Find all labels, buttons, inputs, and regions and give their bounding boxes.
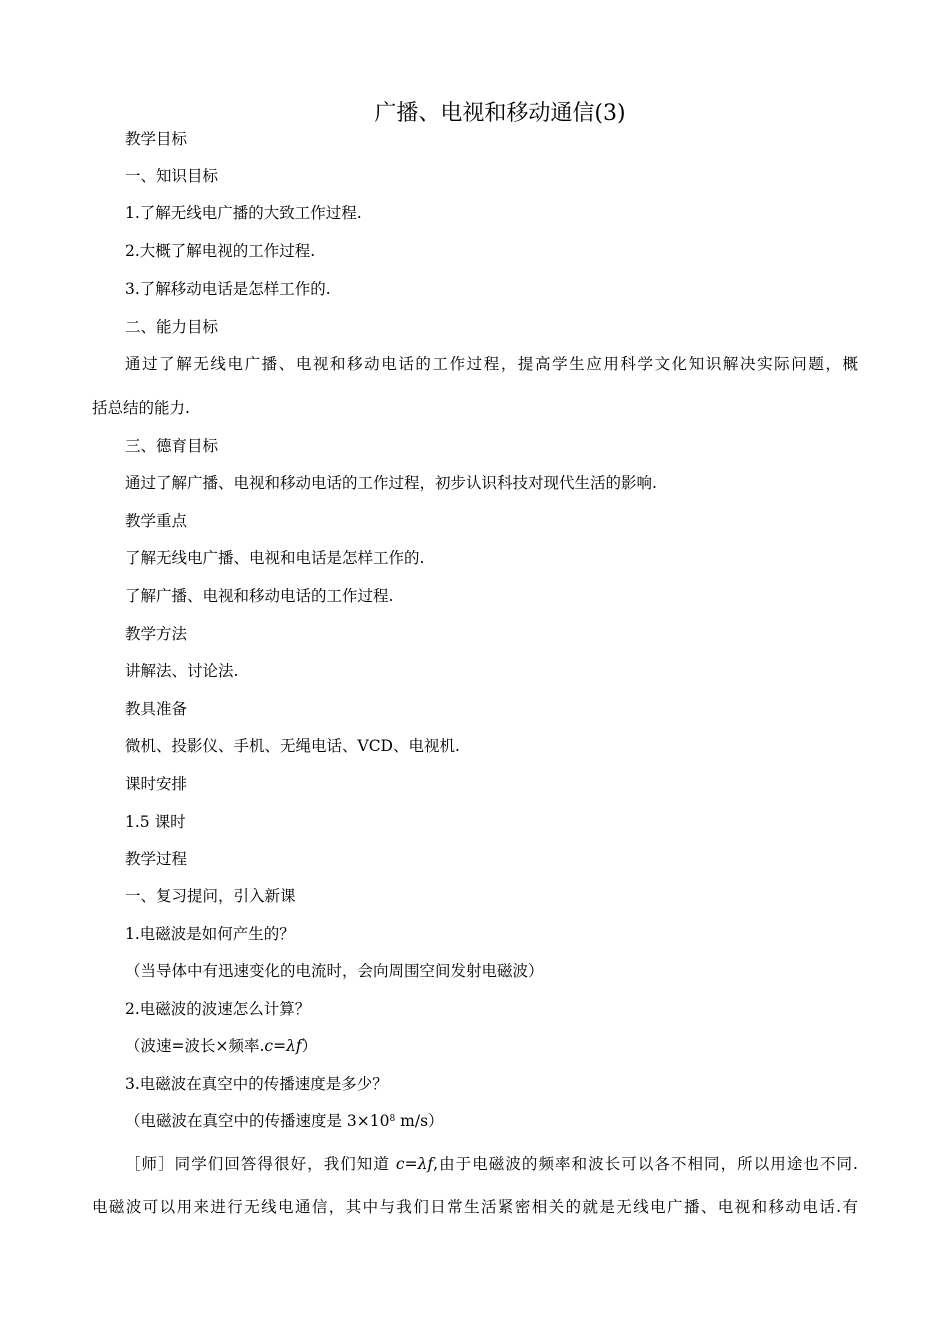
ability-paragraph-line-1: 通过了解无线电广播、电视和移动电话的工作过程，提高学生应用科学文化知识解决实际问题，概 xyxy=(125,355,858,373)
key-point-1: 了解无线电广播、电视和电话是怎样工作的. xyxy=(125,549,425,567)
goal-item-2: 2.大概了解电视的工作过程. xyxy=(125,242,316,260)
exponent: 8 xyxy=(389,1114,396,1124)
heading-knowledge-goals: 一、知识目标 xyxy=(125,167,219,185)
formula-c-lambda-f-inline: c=λf xyxy=(395,1155,434,1173)
question-2: 2.电磁波的波速怎么计算？ xyxy=(125,1000,311,1018)
teacher-paragraph-line-2: 电磁波可以用来进行无线电通信，其中与我们日常生活紧密相关的就是无线电广播、电视和移动电话.有 xyxy=(92,1198,858,1216)
goal-item-3: 3.了解移动电话是怎样工作的. xyxy=(125,280,331,298)
schedule-value: 1.5 课时 xyxy=(125,813,186,831)
page-title: 广播、电视和移动通信(3) xyxy=(374,101,626,126)
answer-1: （当导体中有迅速变化的电流时，会向周围空间发射电磁波） xyxy=(125,962,544,980)
goal-item-1: 1.了解无线电广播的大致工作过程. xyxy=(125,204,362,222)
ability-paragraph-line-2: 括总结的能力. xyxy=(92,399,190,417)
teacher-paragraph-line-1: ［师］同学们回答得很好，我们知道 c=λf,由于电磁波的频率和波长可以各不相同，所以用途也不同. xyxy=(125,1155,858,1173)
heading-moral-goals: 三、德育目标 xyxy=(125,437,219,455)
teaching-methods: 讲解法、讨论法. xyxy=(125,662,239,680)
heading-ability-goals: 二、能力目标 xyxy=(125,318,219,336)
answer-2: （波速=波长×频率.c=λf） xyxy=(125,1037,318,1055)
question-1: 1.电磁波是如何产生的？ xyxy=(125,925,295,943)
heading-teaching-goals: 教学目标 xyxy=(125,130,188,148)
question-3: 3.电磁波在真空中的传播速度是多少？ xyxy=(125,1075,388,1093)
answer-3: （电磁波在真空中的传播速度是 $3\times 10^8$ m/s） xyxy=(125,1112,444,1130)
process-step-1: 一、复习提问，引入新课 xyxy=(125,887,296,905)
moral-paragraph: 通过了解广播、电视和移动电话的工作过程，初步认识科技对现代生活的影响. xyxy=(125,474,657,492)
heading-key-points: 教学重点 xyxy=(125,512,188,530)
heading-equipment: 教具准备 xyxy=(125,700,188,718)
equipment-list: 微机、投影仪、手机、无绳电话、VCD、电视机. xyxy=(125,737,460,755)
formula-c-lambda-f: c=λf xyxy=(264,1037,302,1055)
heading-teaching-process: 教学过程 xyxy=(125,850,188,868)
key-point-2: 了解广播、电视和移动电话的工作过程. xyxy=(125,587,394,605)
heading-schedule: 课时安排 xyxy=(125,775,188,793)
heading-teaching-methods: 教学方法 xyxy=(125,625,188,643)
